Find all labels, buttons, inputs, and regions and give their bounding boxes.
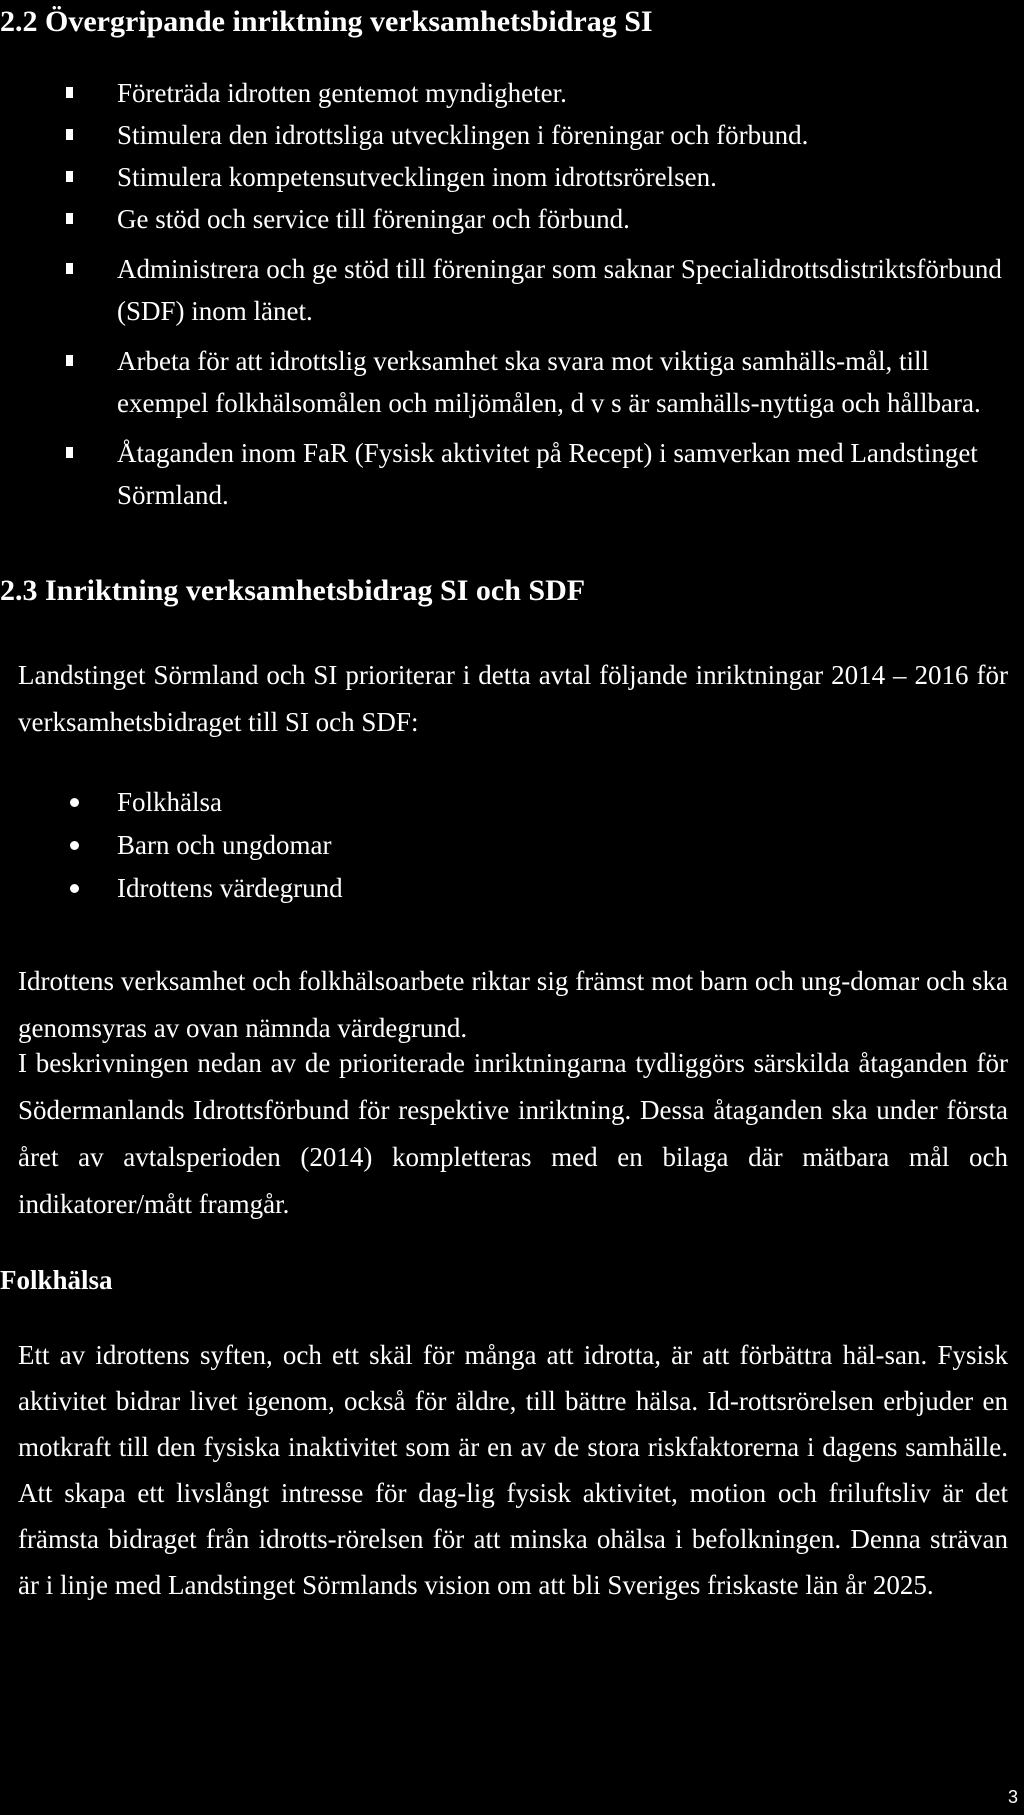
- square-bullet-icon: [66, 213, 73, 224]
- list-item: [0, 824, 600, 867]
- list-item: [0, 340, 1010, 424]
- focus-areas-list: [0, 781, 600, 910]
- folkhalsa-heading: Folkhälsa: [0, 1265, 113, 1295]
- list-item-text: Arbeta för att idrottslig verksamhet ska svara mot viktiga samhälls-mål, till exempel folkhälsomålen och miljömålen, d v s är samhälls-nyttiga och hållbara.: [117, 346, 981, 418]
- intro-paragraph: Landstinget Sörmland och SI prioriterar i detta avtal följande inriktningar 2014 – 2016 för verksamhetsbidraget till SI och SDF:: [18, 660, 1008, 737]
- square-bullet-icon: [66, 87, 73, 98]
- list-item: [0, 432, 1010, 516]
- objectives-list: [0, 72, 1010, 516]
- list-item-text: Stimulera kompetensutvecklingen inom idrottsrörelsen.: [117, 162, 717, 192]
- list-item-text: Idrottens värdegrund: [117, 873, 343, 903]
- list-item-text: Ge stöd och service till föreningar och förbund.: [117, 204, 630, 234]
- list-item: [0, 248, 1010, 332]
- page-number: 3: [1007, 1787, 1018, 1807]
- folkhalsa-paragraph: Ett av idrottens syften, och ett skäl för många att idrotta, är att förbättra häl-san. Fysisk aktivitet bidrar livet igenom, också för äldre, till bättre hälsa. Id-rottsrörelsen erbjuder en motkraft till den fysiska inaktivitet som är en av de stora riskfaktorerna i dagens samhälle. Att skapa ett livslångt intresse för dag-lig fysisk aktivitet, motion och friluftsliv är det främsta bidraget från idrotts-rörelsen för att minska ohälsa i befolkningen. Denna strävan är i linje med Landstinget Sörmlands vision om att bli Sveriges friskaste län år 2025.: [18, 1340, 1008, 1600]
- values-paragraph: Idrottens verksamhet och folkhälsoarbete riktar sig främst mot barn och ung-domar och ska genomsyras av ovan nämnda värdegrund.: [18, 966, 1008, 1043]
- square-bullet-icon: [66, 355, 73, 366]
- round-bullet-icon: [70, 884, 79, 893]
- list-item: [0, 72, 1010, 114]
- list-item: [0, 867, 600, 910]
- list-item: [0, 198, 1010, 240]
- list-item-text: Administrera och ge stöd till föreningar som saknar Specialidrottsdistriktsförbund (SDF) inom länet.: [117, 254, 1002, 326]
- square-bullet-icon: [66, 263, 73, 274]
- list-item-text: Stimulera den idrottsliga utvecklingen i föreningar och förbund.: [117, 120, 809, 150]
- round-bullet-icon: [70, 841, 79, 850]
- list-item-text: Folkhälsa: [117, 787, 222, 817]
- section-heading-2-2: 2.2 Övergripande inriktning verksamhetsbidrag SI: [0, 5, 653, 38]
- list-item-text: Åtaganden inom FaR (Fysisk aktivitet på Recept) i samverkan med Landstinget Sörmland.: [117, 438, 978, 510]
- commitments-paragraph: I beskrivningen nedan av de prioriterade inriktningarna tydliggörs särskilda åtaganden för Södermanlands Idrottsförbund för respektive inriktning. Dessa åtaganden ska under första året av avtalsperioden (2014) kompletteras med en bilaga där mätbara mål och indikatorer/mått framgår.: [18, 1048, 1008, 1219]
- square-bullet-icon: [66, 447, 73, 458]
- list-item: [0, 781, 600, 824]
- list-item-text: Barn och ungdomar: [117, 830, 332, 860]
- round-bullet-icon: [70, 798, 79, 807]
- list-item: [0, 114, 1010, 156]
- square-bullet-icon: [66, 171, 73, 182]
- square-bullet-icon: [66, 129, 73, 140]
- list-item-text: Företräda idrotten gentemot myndigheter.: [117, 78, 567, 108]
- list-item: [0, 156, 1010, 198]
- section-heading-2-3: 2.3 Inriktning verksamhetsbidrag SI och SDF: [0, 574, 586, 607]
